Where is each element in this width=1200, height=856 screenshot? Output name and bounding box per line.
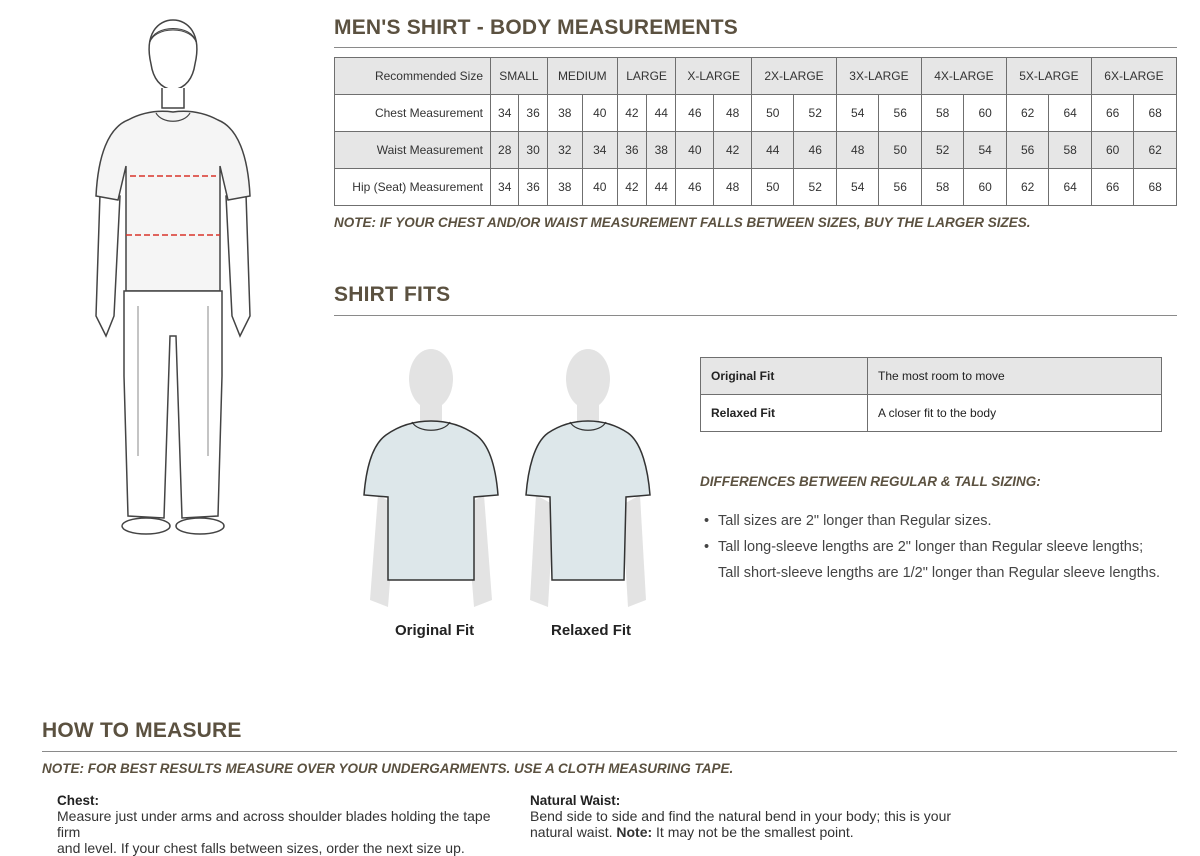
table-cell: 44: [647, 169, 676, 206]
list-item: [704, 508, 1160, 534]
table-cell: 40: [582, 95, 617, 132]
table-cell: 40: [582, 169, 617, 206]
table-cell: 54: [836, 169, 878, 206]
table-cell: 60: [964, 95, 1007, 132]
original-fit-figure: [360, 345, 502, 613]
table-cell: 62: [1006, 95, 1048, 132]
table-cell: 44: [647, 95, 676, 132]
table-row: [335, 169, 1177, 206]
table-cell: 54: [836, 95, 878, 132]
table-row: [701, 358, 1162, 395]
size-header: MEDIUM: [547, 58, 617, 95]
chest-text-line: Measure just under arms and across shoulder blades holding the tape firm: [57, 808, 491, 840]
row-label: Hip (Seat) Measurement: [335, 169, 491, 206]
measure-rule: [42, 751, 1177, 752]
title-rule: [334, 47, 1177, 48]
table-cell: 38: [547, 95, 582, 132]
size-table: [334, 57, 1177, 206]
table-cell: 46: [794, 132, 837, 169]
body-measurement-figure: [88, 16, 258, 544]
original-fit-label: Original Fit: [395, 622, 475, 639]
size-header: 4X-LARGE: [921, 58, 1006, 95]
table-cell: 44: [752, 132, 794, 169]
how-to-measure-title: HOW TO MEASURE: [42, 719, 242, 742]
table-cell: 38: [547, 169, 582, 206]
table-cell: 46: [676, 169, 714, 206]
size-header: SMALL: [491, 58, 548, 95]
fits-rule: [334, 315, 1177, 316]
list-item: [704, 534, 1160, 560]
table-cell: 56: [879, 95, 922, 132]
bullet-icon: •: [704, 513, 710, 529]
table-row: [335, 95, 1177, 132]
table-cell: 50: [879, 132, 922, 169]
table-cell: 68: [1134, 169, 1177, 206]
table-cell: 52: [921, 132, 963, 169]
table-cell: 56: [879, 169, 922, 206]
table-cell: 28: [491, 132, 519, 169]
table-cell: 52: [794, 95, 837, 132]
waist-instructions: [530, 793, 990, 840]
waist-text: natural waist.: [530, 824, 617, 840]
table-cell: 32: [547, 132, 582, 169]
size-header: X-LARGE: [676, 58, 752, 95]
table-cell: 60: [1091, 132, 1133, 169]
table-cell: 34: [582, 132, 617, 169]
table-cell: 52: [794, 169, 837, 206]
differences-list: [704, 508, 1160, 586]
table-cell: 34: [491, 95, 519, 132]
table-cell: 34: [491, 169, 519, 206]
waist-text-line: Bend side to side and find the natural bend in your body; this is your: [530, 808, 952, 824]
fit-name: Original Fit: [701, 358, 868, 395]
table-cell: 68: [1134, 95, 1177, 132]
table-row: [335, 58, 1177, 95]
table-cell: 66: [1091, 95, 1133, 132]
table-cell: 36: [519, 95, 547, 132]
table-cell: 42: [617, 169, 646, 206]
waist-title: Natural Waist:: [530, 793, 621, 808]
table-cell: 62: [1006, 169, 1048, 206]
fit-name: Relaxed Fit: [701, 395, 868, 432]
bullet-text: Tall short-sleeve lengths are 1/2" longer than Regular sleeve lengths.: [718, 565, 1161, 581]
fit-description: A closer fit to the body: [868, 395, 1162, 432]
size-note: NOTE: IF YOUR CHEST AND/OR WAIST MEASUREMENT FALLS BETWEEN SIZES, BUY THE LARGER SIZES.: [334, 215, 1031, 230]
table-cell: 36: [617, 132, 646, 169]
table-cell: 54: [964, 132, 1007, 169]
table-cell: 58: [921, 95, 963, 132]
bullet-icon: •: [704, 539, 710, 555]
table-cell: 30: [519, 132, 547, 169]
table-cell: 50: [752, 169, 794, 206]
table-row: [701, 395, 1162, 432]
chest-text-line: and level. If your chest falls between sizes, order the next size up.: [57, 840, 465, 856]
table-cell: 36: [519, 169, 547, 206]
table-cell: 64: [1049, 169, 1092, 206]
differences-title: DIFFERENCES BETWEEN REGULAR & TALL SIZING:: [700, 474, 1041, 489]
bullet-text: Tall sizes are 2" longer than Regular sizes.: [718, 513, 992, 529]
waist-note-label: Note:: [616, 824, 653, 840]
size-header: LARGE: [617, 58, 676, 95]
relaxed-fit-label: Relaxed Fit: [551, 622, 632, 639]
row-label: Waist Measurement: [335, 132, 491, 169]
fit-table: [700, 357, 1162, 432]
table-cell: 42: [714, 132, 752, 169]
table-cell: 46: [676, 95, 714, 132]
list-item-continuation: [704, 560, 1160, 586]
table-cell: 48: [714, 95, 752, 132]
row-label: Chest Measurement: [335, 95, 491, 132]
table-cell: 48: [836, 132, 878, 169]
row-label: Recommended Size: [335, 58, 491, 95]
table-cell: 40: [676, 132, 714, 169]
measure-note: NOTE: FOR BEST RESULTS MEASURE OVER YOUR UNDERGARMENTS. USE A CLOTH MEASURING TAPE.: [42, 761, 734, 776]
table-cell: 58: [1049, 132, 1092, 169]
waist-text-line: [530, 824, 990, 840]
waist-note-text: It may not be the smallest point.: [652, 824, 854, 840]
table-cell: 56: [1006, 132, 1048, 169]
size-header: 3X-LARGE: [836, 58, 921, 95]
fit-description: The most room to move: [868, 358, 1162, 395]
table-cell: 60: [964, 169, 1007, 206]
bullet-text: Tall long-sleeve lengths are 2" longer than Regular sleeve lengths;: [718, 539, 1144, 555]
body-measurements-title: MEN'S SHIRT - BODY MEASUREMENTS: [334, 16, 739, 39]
size-header: 6X-LARGE: [1091, 58, 1176, 95]
size-header: 2X-LARGE: [752, 58, 837, 95]
table-cell: 64: [1049, 95, 1092, 132]
chest-instructions: [57, 793, 517, 856]
size-header: 5X-LARGE: [1006, 58, 1091, 95]
table-cell: 38: [647, 132, 676, 169]
table-cell: 50: [752, 95, 794, 132]
table-cell: 42: [617, 95, 646, 132]
chest-title: Chest:: [57, 793, 100, 808]
table-row: [335, 132, 1177, 169]
relaxed-fit-figure: [522, 345, 654, 613]
shirt-fits-title: SHIRT FITS: [334, 283, 451, 306]
table-cell: 66: [1091, 169, 1133, 206]
table-cell: 58: [921, 169, 963, 206]
table-cell: 48: [714, 169, 752, 206]
table-cell: 62: [1134, 132, 1177, 169]
